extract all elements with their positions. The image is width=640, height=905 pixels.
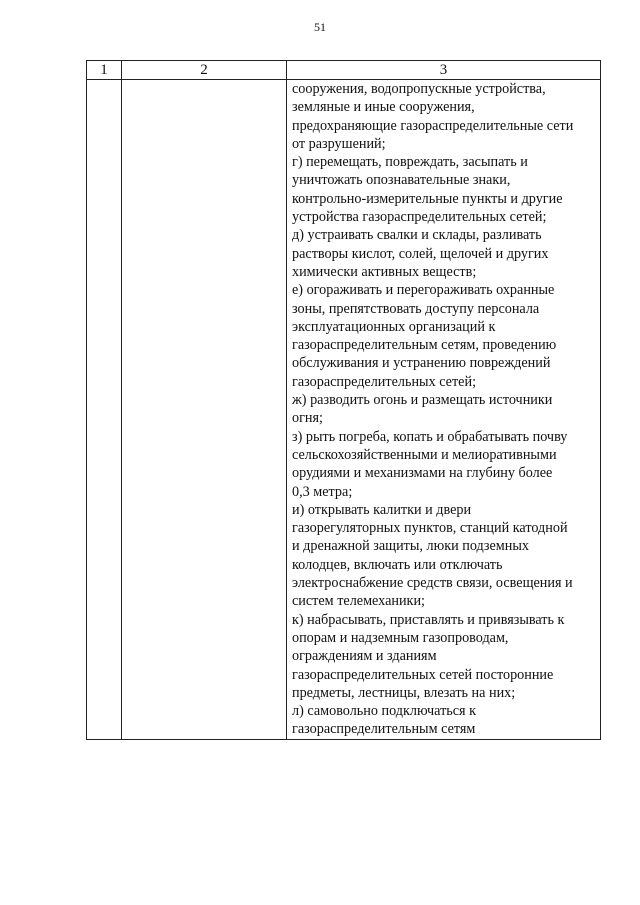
- text-line: 0,3 метра;: [292, 483, 353, 500]
- text-line: предохраняющие газораспределительные сети: [292, 117, 574, 134]
- text-line: л) самовольно подключаться к: [292, 703, 477, 720]
- text-line: газораспределительных сетей;: [292, 373, 477, 390]
- text-line: газорегуляторных пунктов, станций катодной: [292, 520, 568, 537]
- text-line: электроснабжение средств связи, освещения и: [292, 575, 573, 592]
- text-line: колодцев, включать или отключать: [292, 556, 503, 573]
- column-header-3: 3: [287, 61, 601, 80]
- text-line: земляные и иные сооружения,: [292, 99, 475, 116]
- cell-col2: [122, 80, 287, 740]
- text-line: газораспределительным сетям, проведению: [292, 337, 557, 354]
- table-row: [87, 80, 601, 740]
- text-line: химически активных веществ;: [292, 263, 477, 280]
- text-line: устройства газораспределительных сетей;: [292, 209, 547, 226]
- text-line: растворы кислот, солей, щелочей и других: [292, 245, 549, 262]
- text-line: огня;: [292, 410, 323, 427]
- column-header-1: 1: [87, 61, 122, 80]
- text-line: сооружения, водопропускные устройства,: [292, 81, 546, 97]
- page-number: 51: [314, 20, 326, 34]
- text-line: систем телемеханики;: [292, 593, 425, 610]
- document-table: [86, 60, 601, 740]
- text-line: обслуживания и устранению повреждений: [292, 355, 551, 372]
- text-line: предметы, лестницы, влезать на них;: [292, 684, 516, 701]
- text-line: г) перемещать, повреждать, засыпать и: [292, 154, 528, 171]
- text-line: газораспределительным сетям: [292, 721, 476, 738]
- text-line: к) набрасывать, приставлять и привязывать к: [292, 611, 565, 628]
- column-header-2: 2: [122, 61, 287, 80]
- text-line: орудиями и механизмами на глубину более: [292, 465, 553, 482]
- cell-col3: [287, 80, 601, 740]
- text-line: контрольно-измерительные пункты и другие: [292, 190, 563, 207]
- text-line: зоны, препятствовать доступу персонала: [292, 300, 540, 317]
- table-header-row: [87, 61, 601, 80]
- text-line: е) огораживать и перегораживать охранные: [292, 282, 555, 299]
- cell-col1: [87, 80, 122, 740]
- text-line: сельскохозяйственными и мелиоративными: [292, 446, 557, 463]
- text-line: опорам и надземным газопроводам,: [292, 629, 509, 646]
- cell-col3-text: [287, 80, 600, 739]
- text-line: эксплуатационных организаций к: [292, 318, 496, 335]
- text-line: газораспределительных сетей посторонние: [292, 666, 554, 683]
- text-line: и дренажной защиты, люки подземных: [292, 538, 529, 555]
- text-line: и) открывать калитки и двери: [292, 501, 472, 518]
- text-line: ограждениям и зданиям: [292, 648, 437, 665]
- text-line: уничтожать опознавательные знаки,: [292, 172, 511, 189]
- text-line: д) устраивать свалки и склады, разливать: [292, 227, 542, 244]
- text-line: от разрушений;: [292, 135, 386, 152]
- text-line: ж) разводить огонь и размещать источники: [292, 392, 553, 409]
- text-line: з) рыть погреба, копать и обрабатывать почву: [292, 428, 568, 445]
